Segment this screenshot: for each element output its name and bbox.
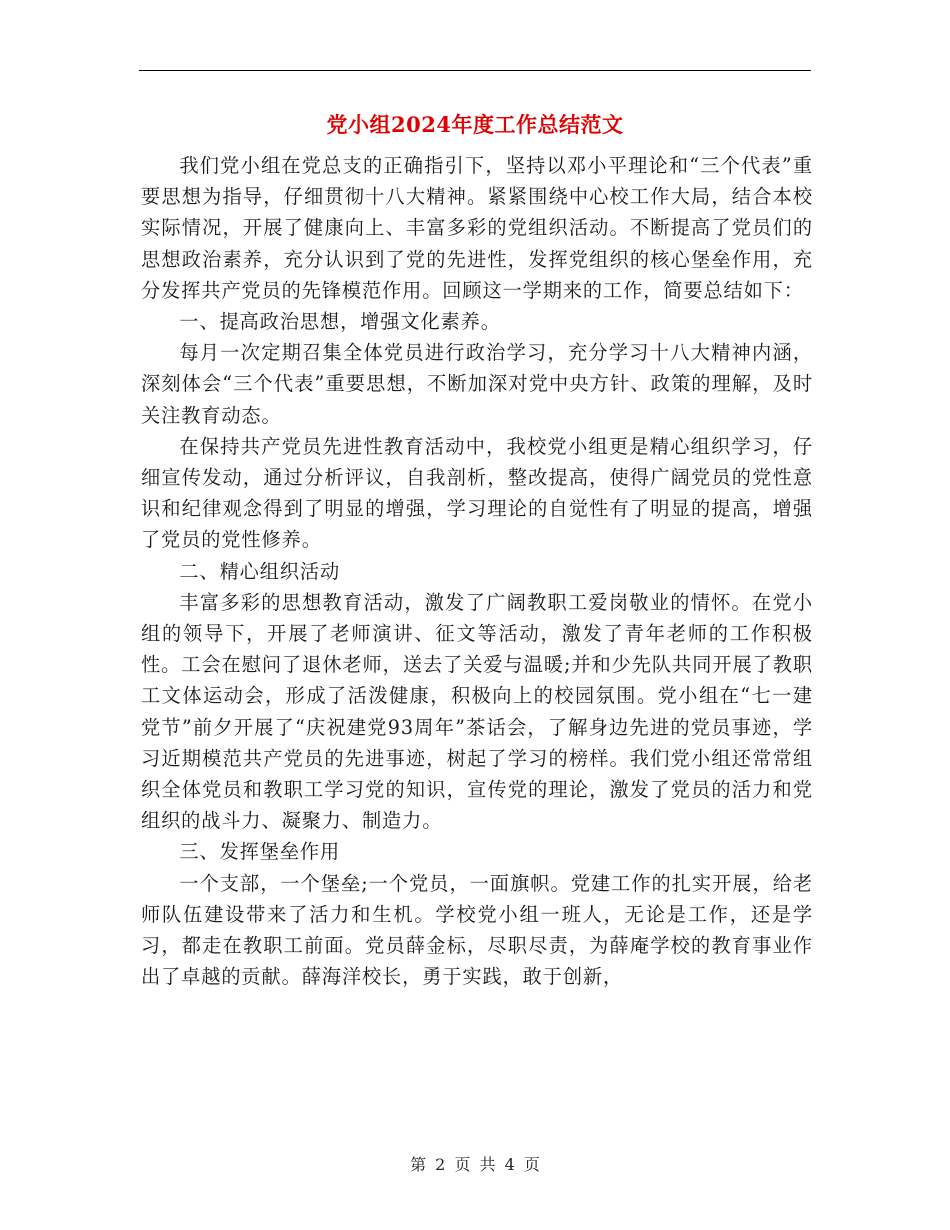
- header-rule: [139, 70, 811, 71]
- paragraph: 丰富多彩的思想教育活动，激发了广阔教职工爱岗敬业的情怀。在党小组的领导下，开展了老师演讲、征文等活动，激发了青年老师的工作积极性。工会在慰问了退休老师，送去了关爱与温暖;并和少先队共同开展了教职工文体运动会，形成了活泼健康，积极向上的校园氛围。党小组在“七一建党节”前夕开展了“庆祝建党93周年”茶话会，了解身边先进的党员事迹，学习近期模范共产党员的先进事迹，树起了学习的榜样。我们党小组还常常组织全体党员和教职工学习党的知识，宣传党的理论，激发了党员的活力和党组织的战斗力、凝聚力、制造力。: [141, 590, 813, 833]
- section-heading-1: 一、提高政治思想，增强文化素养。: [179, 310, 501, 334]
- document-body: [141, 150, 813, 992]
- section-heading-3: 三、发挥堡垒作用: [179, 840, 341, 864]
- paragraph-intro: 我们党小组在党总支的正确指引下，坚持以邓小平理论和“三个代表”重要思想为指导，仔细贯彻十八大精神。紧紧围绕中心校工作大局，结合本校实际情况，开展了健康向上、丰富多彩的党组织活动。不断提高了党员们的思想政治素养，充分认识到了党的先进性，发挥党组织的核心堡垒作用，充分发挥共产党员的先锋模范作用。回顾这一学期来的工作，简要总结如下：: [141, 154, 813, 302]
- paragraph: 每月一次定期召集全体党员进行政治学习，充分学习十八大精神内涵，深刻体会“三个代表”重要思想，不断加深对党中央方针、政策的理解，及时关注教育动态。: [141, 341, 813, 427]
- paragraph: 在保持共产党员先进性教育活动中，我校党小组更是精心组织学习，仔细宣传发动，通过分析评议，自我剖析，整改提高，使得广阔党员的党性意识和纪律观念得到了明显的增强，学习理论的自觉性有了明显的提高，增强了党员的党性修养。: [141, 434, 813, 552]
- section-heading-2: 二、精心组织活动: [179, 559, 341, 583]
- paragraph: 一个支部，一个堡垒;一个党员，一面旗帜。党建工作的扎实开展，给老师队伍建设带来了活力和生机。学校党小组一班人，无论是工作，还是学习，都走在教职工前面。党员薛金标，尽职尽责，为薛庵学校的教育事业作出了卓越的贡献。薛海洋校长，勇于实践，敢于创新，: [141, 871, 813, 989]
- document-title: 党小组2024年度工作总结范文: [326, 112, 624, 137]
- page-number-footer: 第 2 页 共 4 页: [410, 1155, 540, 1174]
